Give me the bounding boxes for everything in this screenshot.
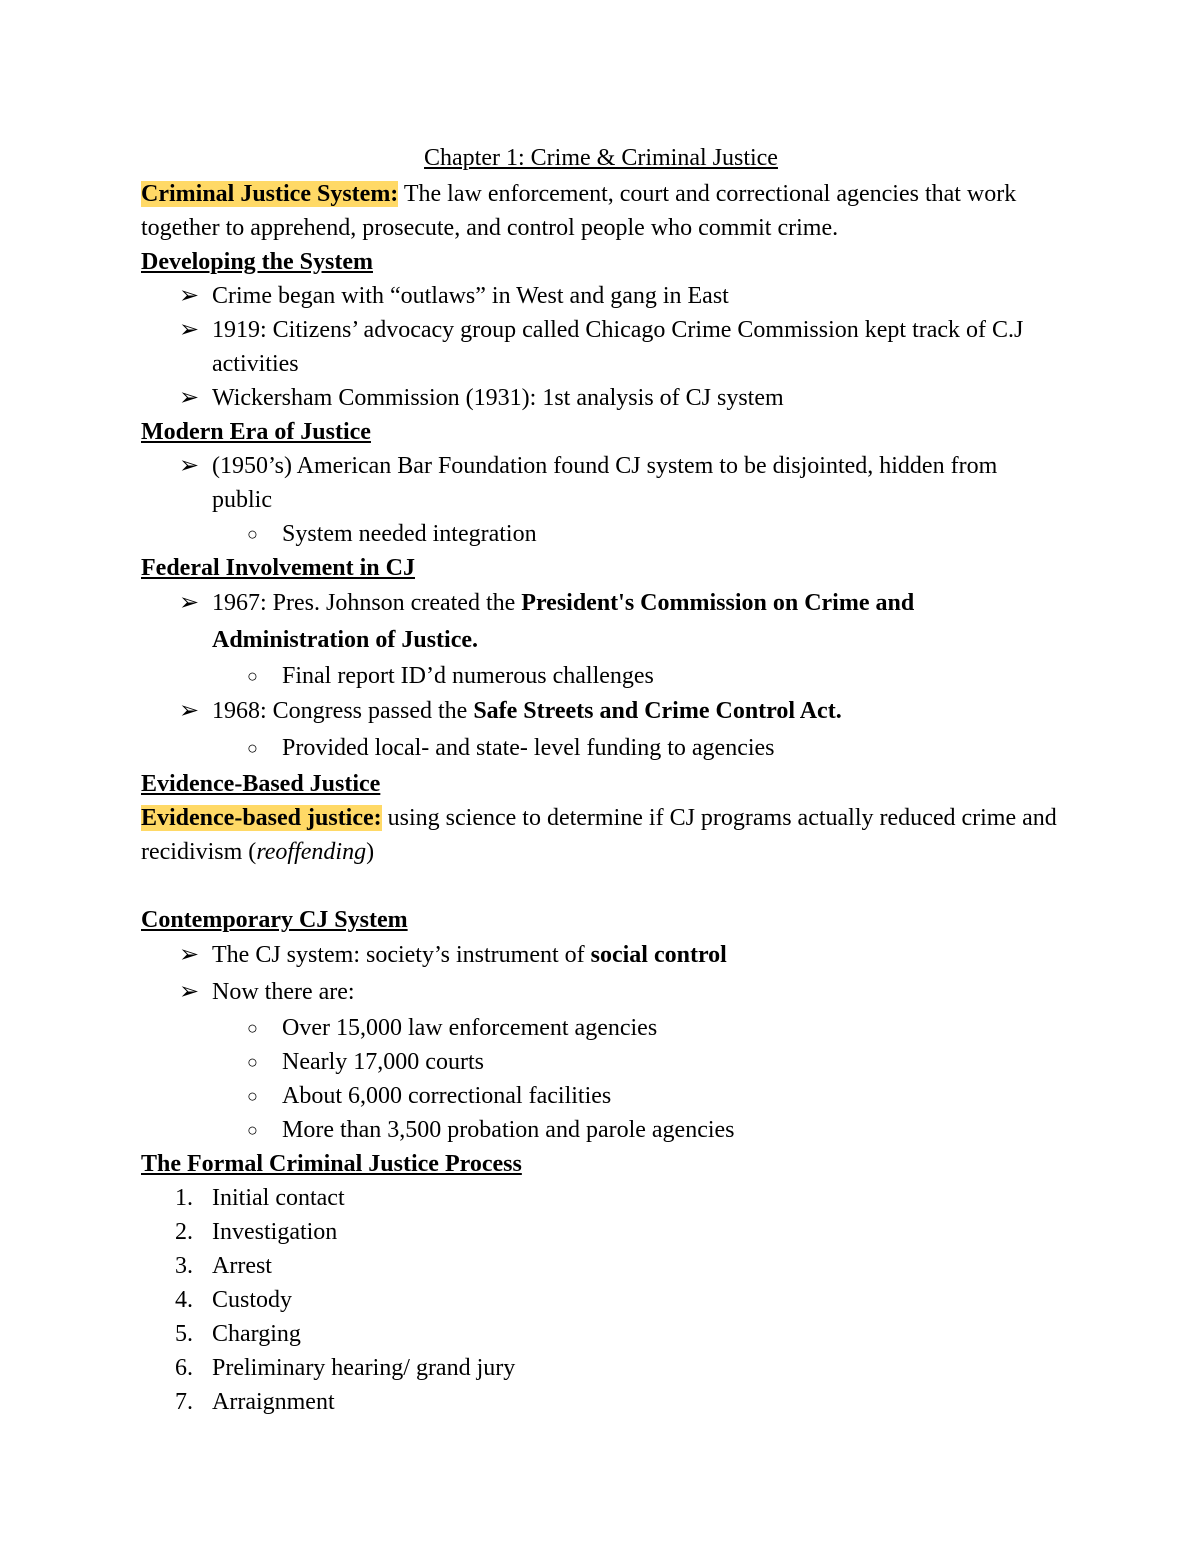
sub-list-item-text: Nearly 17,000 courts xyxy=(282,1049,484,1075)
federal-list xyxy=(141,585,1061,767)
list-item xyxy=(141,585,1061,659)
numbered-item-text: Charging xyxy=(212,1321,301,1347)
document-body xyxy=(141,141,1061,1419)
list-item-text: Crime began with “outlaws” in West and gang in East xyxy=(212,283,729,309)
circle-bullet-icon: ○ xyxy=(247,1052,258,1072)
sub-list-item xyxy=(141,730,1061,767)
arrow-bullet-icon: ➢ xyxy=(179,979,200,1005)
circle-bullet-icon: ○ xyxy=(247,1120,258,1140)
sub-list-item-text: Final report ID’d numerous challenges xyxy=(282,663,654,689)
contemporary-list xyxy=(141,937,1061,1147)
numbered-item xyxy=(141,1385,1061,1419)
item-number: 3. xyxy=(175,1253,193,1279)
circle-bullet-icon: ○ xyxy=(247,1086,258,1106)
evidence-definition xyxy=(141,801,1061,869)
item-number: 4. xyxy=(175,1287,193,1313)
numbered-item xyxy=(141,1215,1061,1249)
arrow-bullet-icon: ➢ xyxy=(179,283,200,309)
arrow-bullet-icon: ➢ xyxy=(179,698,200,724)
page-title: Chapter 1: Crime & Criminal Justice xyxy=(424,145,778,171)
numbered-item-text: Investigation xyxy=(212,1219,338,1245)
heading-federal: Federal Involvement in CJ xyxy=(141,555,415,581)
list-item-text: 1919: Citizens’ advocacy group called Chicago Crime Commission kept track of C.J activities xyxy=(212,317,1024,377)
circle-bullet-icon: ○ xyxy=(247,524,258,544)
heading-evidence: Evidence-Based Justice xyxy=(141,771,381,797)
heading-modern: Modern Era of Justice xyxy=(141,419,371,445)
item-number: 1. xyxy=(175,1185,193,1211)
cjs-term: Criminal Justice System: xyxy=(141,181,399,207)
numbered-item xyxy=(141,1317,1061,1351)
blank-line xyxy=(141,869,1061,903)
list-item-text: 1968: Congress passed the xyxy=(212,698,474,724)
circle-bullet-icon: ○ xyxy=(247,738,258,758)
heading-process: The Formal Criminal Justice Process xyxy=(141,1151,522,1177)
numbered-item xyxy=(141,1283,1061,1317)
numbered-item-text: Arrest xyxy=(212,1253,272,1279)
list-item-text: Wickersham Commission (1931): 1st analysis of CJ system xyxy=(212,385,784,411)
arrow-bullet-icon: ➢ xyxy=(179,385,200,411)
social-control-term: social control xyxy=(590,942,727,968)
modern-list xyxy=(141,449,1061,551)
sub-list-item-text: About 6,000 correctional facilities xyxy=(282,1083,612,1109)
sub-list-item xyxy=(141,517,1061,551)
evidence-close-paren: ) xyxy=(366,839,375,865)
sub-list-item-text: Provided local- and state- level funding to agencies xyxy=(282,735,775,761)
item-number: 6. xyxy=(175,1355,193,1381)
act-name: Safe Streets and Crime Control Act. xyxy=(473,698,842,724)
commission-name: President's Commission on Crime and Administration of Justice. xyxy=(212,590,915,653)
sub-list-item xyxy=(141,1045,1061,1079)
sub-list-item-text: More than 3,500 probation and parole agencies xyxy=(282,1117,735,1143)
evidence-definition-text: using science to determine if CJ programs actually reduced crime and recidivism ( xyxy=(141,805,1057,865)
numbered-item-text: Preliminary hearing/ grand jury xyxy=(212,1355,516,1381)
cjs-definition xyxy=(141,177,1061,245)
list-item-text: Now there are: xyxy=(212,979,355,1005)
numbered-item xyxy=(141,1351,1061,1385)
sub-list-item xyxy=(141,659,1061,693)
item-number: 5. xyxy=(175,1321,193,1347)
list-item xyxy=(141,974,1061,1011)
list-item xyxy=(141,449,1061,517)
list-item xyxy=(141,313,1061,381)
item-number: 2. xyxy=(175,1219,193,1245)
evidence-italic-term: reoffending xyxy=(256,839,367,865)
numbered-item-text: Custody xyxy=(212,1287,293,1313)
circle-bullet-icon: ○ xyxy=(247,1018,258,1038)
sub-list-item-text: Over 15,000 law enforcement agencies xyxy=(282,1015,658,1041)
numbered-item xyxy=(141,1181,1061,1215)
heading-contemporary: Contemporary CJ System xyxy=(141,907,408,933)
numbered-item xyxy=(141,1249,1061,1283)
item-number: 7. xyxy=(175,1389,193,1415)
arrow-bullet-icon: ➢ xyxy=(179,942,200,968)
cjs-definition-text: The law enforcement, court and correctional agencies that work together to apprehend, prosecute, and control people who commit crime. xyxy=(141,181,1017,241)
list-item xyxy=(141,937,1061,974)
list-item xyxy=(141,381,1061,415)
list-item-text: (1950’s) American Bar Foundation found CJ system to be disjointed, hidden from public xyxy=(212,453,998,513)
arrow-bullet-icon: ➢ xyxy=(179,453,200,479)
sub-list-item xyxy=(141,1011,1061,1045)
heading-developing: Developing the System xyxy=(141,249,373,275)
sub-list-item xyxy=(141,1113,1061,1147)
numbered-item-text: Arraignment xyxy=(212,1389,335,1415)
list-item xyxy=(141,279,1061,313)
arrow-bullet-icon: ➢ xyxy=(179,317,200,343)
developing-list xyxy=(141,279,1061,415)
sub-list-item-text: System needed integration xyxy=(282,521,537,547)
arrow-bullet-icon: ➢ xyxy=(179,590,200,616)
evidence-term: Evidence-based justice: xyxy=(141,805,382,831)
list-item-text: 1967: Pres. Johnson created the xyxy=(212,590,522,616)
numbered-item-text: Initial contact xyxy=(212,1185,345,1211)
list-item-text: The CJ system: society’s instrument of xyxy=(212,942,591,968)
circle-bullet-icon: ○ xyxy=(247,666,258,686)
list-item xyxy=(141,693,1061,730)
process-list xyxy=(141,1181,1061,1419)
sub-list-item xyxy=(141,1079,1061,1113)
